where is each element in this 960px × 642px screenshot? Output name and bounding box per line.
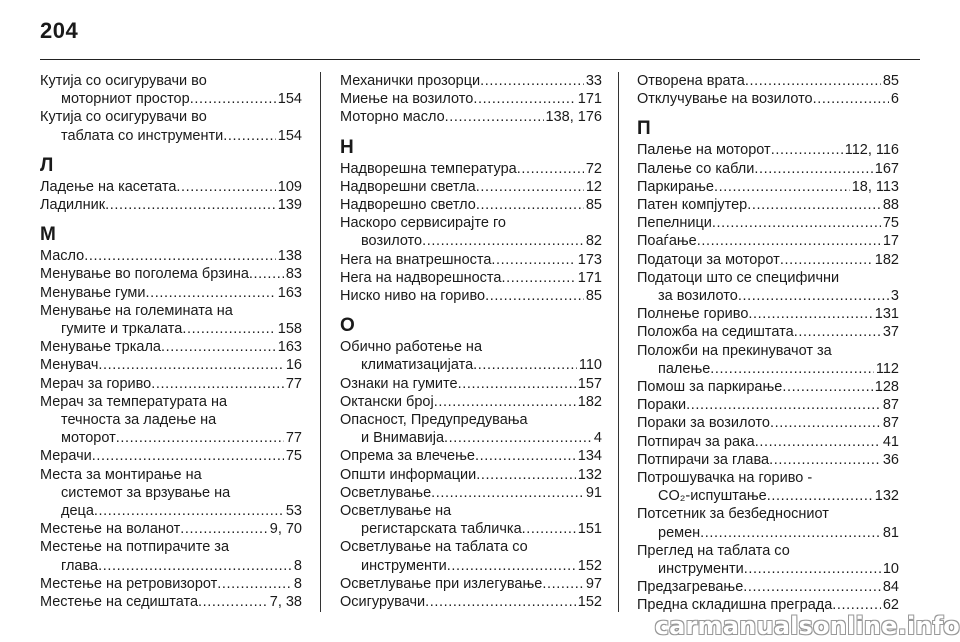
dot-leader	[425, 593, 576, 611]
dot-leader	[473, 90, 575, 108]
index-entry-page: 138	[277, 248, 302, 265]
index-entry	[340, 251, 602, 269]
index-entry-text: Ладење на касетата	[40, 178, 177, 195]
index-entry-page: 87	[882, 415, 899, 432]
index-entry-text: Менување во поголема брзина	[40, 266, 249, 283]
page-number: 204	[40, 18, 79, 43]
dot-leader	[782, 378, 872, 396]
index-entry-page: 8	[293, 575, 302, 592]
index-entry-text: Кутија со осигурувачи во	[40, 73, 207, 89]
index-entry-text: Масло	[40, 248, 85, 265]
index-entry-text: Нега на внатрешноста	[340, 251, 492, 268]
index-entry	[637, 323, 899, 341]
index-entry-text: моторот	[61, 430, 116, 447]
index-entry	[637, 469, 899, 505]
index-entry-text: Мерач за температурата на	[40, 393, 228, 410]
dot-leader	[794, 323, 881, 341]
dot-leader	[485, 287, 584, 305]
index-entry-page: 112, 116	[844, 142, 899, 159]
index-entry-text: Местење на воланот	[40, 521, 181, 538]
index-entry-text: Патен компјутер	[637, 197, 748, 214]
index-entry-text: Обично работење на	[340, 339, 483, 356]
index-entry-page: 16	[285, 357, 302, 374]
index-entry-text: инструменти	[361, 557, 447, 574]
watermark: carmanualsonline.info	[654, 612, 960, 640]
dot-leader	[714, 178, 850, 196]
dot-leader	[710, 360, 874, 378]
index-entry	[340, 447, 602, 465]
index-entry	[40, 520, 302, 538]
index-entry	[40, 302, 302, 338]
dot-leader	[712, 214, 881, 232]
index-entry	[40, 247, 302, 265]
index-entry	[637, 160, 899, 178]
index-entry	[40, 538, 302, 574]
column-divider	[320, 72, 321, 612]
dot-leader	[444, 429, 592, 447]
index-entry	[637, 578, 899, 596]
index-entry-page: 8	[293, 557, 302, 574]
index-entry-text: Мерач за гориво	[40, 375, 152, 392]
index-entry-text: Потсетник за безбедносниот	[637, 506, 829, 523]
index-entry-text: Миење на возилото	[340, 91, 474, 108]
dot-leader	[249, 265, 284, 283]
index-entry-page: 158	[277, 321, 302, 338]
index-entry	[637, 505, 899, 541]
index-entry	[340, 466, 602, 484]
dot-leader	[770, 414, 881, 432]
index-entry-page: 17	[882, 233, 899, 250]
index-entry	[40, 196, 302, 214]
index-entry	[340, 593, 602, 611]
index-entry	[340, 178, 602, 196]
index-entry	[340, 484, 602, 502]
dot-leader	[755, 433, 881, 451]
index-entry-text: Преглед на таблата со	[637, 542, 790, 559]
dot-leader	[94, 502, 284, 520]
dot-leader	[116, 429, 284, 447]
dot-leader	[517, 160, 584, 178]
index-entry-page: 154	[277, 127, 302, 144]
index-entry-page: 167	[874, 160, 899, 177]
dot-leader	[754, 160, 872, 178]
dot-leader	[686, 396, 881, 414]
index-entry-page: 77	[285, 375, 302, 392]
index-entry-text: деца	[61, 503, 94, 520]
index-entry-page: 83	[285, 266, 302, 283]
dot-leader	[480, 72, 584, 90]
index-entry	[340, 411, 602, 447]
index-entry-text: Пепелници	[637, 215, 712, 232]
index-entry-page: 182	[874, 251, 899, 268]
index-entry	[40, 466, 302, 521]
index-entry	[637, 90, 899, 108]
index-entry-page: 154	[277, 91, 302, 108]
index-entry-text: моторниот простор	[61, 91, 190, 108]
index-entry	[637, 178, 899, 196]
index-entry-text: Положба на седиштата	[637, 324, 794, 341]
index-entry-text: Места за монтирање на	[40, 466, 202, 483]
index-entry	[40, 575, 302, 593]
index-entry-text: Отворена врата	[637, 73, 745, 89]
index-entry-text: Податоци што се специфични	[637, 269, 840, 286]
dot-leader	[182, 320, 275, 338]
index-entry-text: Менување гуми	[40, 284, 146, 301]
dot-leader	[748, 305, 872, 323]
index-entry-page: 152	[577, 557, 602, 574]
index-entry-text: Отклучување на возилото	[637, 91, 813, 108]
dot-leader	[771, 141, 843, 159]
dot-leader	[431, 484, 584, 502]
index-entry-page: 171	[577, 269, 602, 286]
index-entry-page: 85	[585, 288, 602, 305]
index-entry-page: 72	[585, 160, 602, 177]
dot-leader	[522, 520, 576, 538]
dot-leader	[744, 560, 881, 578]
index-entry-text: Потрошувачка на гориво -	[637, 470, 813, 487]
dot-leader	[475, 447, 576, 465]
index-entry-text: CO₂-испуштање	[658, 488, 767, 505]
index-entry	[340, 575, 602, 593]
dot-leader	[180, 520, 267, 538]
index-entry-page: 134	[577, 448, 602, 465]
index-entry	[637, 232, 899, 250]
index-letter-heading: М	[40, 224, 56, 246]
index-entry-page: 36	[882, 451, 899, 468]
index-entry-text: Пораки	[637, 397, 687, 414]
index-entry	[637, 269, 899, 305]
index-entry	[340, 160, 602, 178]
index-entry-text: Палење со кабли	[637, 160, 755, 177]
index-entry-page: 85	[585, 197, 602, 214]
index-entry	[40, 356, 302, 374]
index-entry-text: Моторно масло	[340, 109, 445, 126]
dot-leader	[176, 178, 275, 196]
index-entry-text: Предзагревање	[637, 579, 744, 596]
index-entry-page: 9, 70	[269, 521, 302, 538]
index-entry	[340, 90, 602, 108]
index-entry	[40, 284, 302, 302]
index-entry-text: Менување на големината на	[40, 302, 233, 319]
index-entry-page: 75	[882, 215, 899, 232]
index-entry	[340, 538, 602, 574]
index-entry	[40, 393, 302, 448]
index-entry-text: Надворешна температура	[340, 160, 517, 177]
index-entry	[340, 287, 602, 305]
header-rule	[40, 59, 920, 60]
index-entry-text: Механички прозорци	[340, 73, 481, 89]
index-entry-text: Опрема за влечење	[340, 448, 475, 465]
index-entry	[340, 338, 602, 374]
dot-leader	[151, 375, 284, 393]
index-entry-text: возилото	[361, 233, 423, 250]
index-entry-page: 75	[285, 448, 302, 465]
index-letter-heading: Н	[340, 136, 354, 158]
dot-leader	[445, 108, 544, 126]
index-entry	[637, 196, 899, 214]
index-entry-text: глава	[61, 557, 99, 574]
dot-leader	[146, 284, 276, 302]
index-entry-text: инструменти	[658, 561, 744, 578]
dot-leader	[769, 451, 881, 469]
index-entry-text: климатизацијата	[361, 357, 474, 374]
index-entry-text: за возилото	[658, 288, 738, 305]
index-entry-text: Поаѓање	[637, 233, 697, 250]
index-entry	[637, 214, 899, 232]
column-divider	[618, 72, 619, 612]
index-entry-text: Кутија со осигурувачи во	[40, 109, 207, 126]
dot-leader	[217, 575, 292, 593]
index-column-2	[340, 72, 602, 611]
dot-leader	[780, 251, 873, 269]
index-entry-page: 163	[277, 339, 302, 356]
dot-leader	[422, 232, 584, 250]
index-entry-page: 171	[577, 91, 602, 108]
index-entry-text: течноста за ладење на	[61, 412, 217, 429]
dot-leader	[697, 232, 881, 250]
index-entry-page: 138, 176	[545, 109, 602, 126]
index-entry-text: Помош за паркирање	[637, 379, 783, 396]
index-entry-text: Положби на прекинувачот за	[637, 342, 832, 359]
index-entry-text: и Внимавија	[361, 430, 445, 447]
dot-leader	[190, 90, 276, 108]
index-entry-text: Потпирачи за глава	[637, 451, 770, 468]
index-entry-page: 10	[882, 561, 899, 578]
index-entry-page: 152	[577, 594, 602, 611]
index-column-3	[637, 72, 899, 615]
dot-leader	[98, 557, 292, 575]
dot-leader	[813, 90, 889, 108]
index-entry-page: 62	[882, 597, 899, 614]
index-entry	[637, 141, 899, 159]
index-entry-page: 37	[882, 324, 899, 341]
index-entry-page: 97	[585, 575, 602, 592]
dot-leader	[434, 393, 576, 411]
index-entry-text: Опасност, Предупредувања	[340, 412, 528, 429]
index-entry	[637, 251, 899, 269]
dot-leader	[491, 251, 575, 269]
index-entry-page: 84	[882, 579, 899, 596]
dot-leader	[98, 356, 283, 374]
index-entry-text: Осветлување	[340, 484, 432, 501]
index-entry-page: 3	[890, 288, 899, 305]
index-entry-text: Октански број	[340, 393, 434, 410]
index-letter-heading: Л	[40, 154, 54, 176]
index-entry-text: ремен	[658, 524, 701, 541]
index-entry-page: 87	[882, 397, 899, 414]
index-entry	[340, 108, 602, 126]
index-entry	[40, 447, 302, 465]
index-entry-page: 182	[577, 393, 602, 410]
index-entry-text: Осветлување при излегување	[340, 575, 543, 592]
dot-leader	[161, 338, 276, 356]
dot-leader	[745, 72, 881, 90]
index-entry-text: Нега на надворешноста	[340, 269, 502, 286]
index-entry-text: Палење на моторот	[637, 142, 771, 159]
index-entry-text: палење	[658, 360, 711, 377]
dot-leader	[84, 247, 276, 265]
index-entry	[637, 305, 899, 323]
index-entry-text: Општи информации	[340, 466, 477, 483]
dot-leader	[501, 269, 575, 287]
index-entry-text: Потпирач за рака	[637, 433, 755, 450]
index-entry-page: 12	[585, 178, 602, 195]
index-entry-text: Предна складишна преграда	[637, 597, 833, 614]
dot-leader	[738, 287, 889, 305]
index-entry-page: 132	[577, 466, 602, 483]
index-entry-page: 163	[277, 284, 302, 301]
index-entry	[340, 269, 602, 287]
index-entry	[40, 593, 302, 611]
index-column-1	[40, 72, 302, 611]
index-entry-text: Паркирање	[637, 178, 714, 195]
index-entry-text: Местење на ретровизорот	[40, 575, 218, 592]
dot-leader	[542, 575, 584, 593]
index-entry	[340, 72, 602, 90]
index-entry-text: Надворешни светла	[340, 178, 476, 195]
dot-leader	[92, 447, 284, 465]
index-entry	[637, 342, 899, 378]
index-entry	[637, 433, 899, 451]
dot-leader	[476, 178, 584, 196]
index-entry	[340, 393, 602, 411]
index-entry-text: системот за врзување на	[61, 484, 231, 501]
dot-leader	[747, 196, 881, 214]
dot-leader	[458, 375, 576, 393]
index-entry-page: 109	[277, 178, 302, 195]
index-entry-page: 41	[882, 433, 899, 450]
index-entry-page: 53	[285, 503, 302, 520]
index-entry-page: 110	[578, 357, 602, 374]
index-entry-page: 173	[577, 251, 602, 268]
index-entry	[40, 72, 302, 108]
index-entry-text: Ладилник	[40, 197, 106, 214]
index-entry-page: 91	[585, 484, 602, 501]
index-entry-text: таблата со инструменти	[61, 127, 224, 144]
index-entry	[340, 502, 602, 538]
index-entry-page: 88	[882, 197, 899, 214]
index-entry-page: 139	[277, 197, 302, 214]
index-entry	[637, 396, 899, 414]
index-entry-text: Податоци за моторот	[637, 251, 780, 268]
index-entry-page: 77	[285, 430, 302, 447]
dot-leader	[476, 196, 584, 214]
index-entry-page: 128	[874, 379, 899, 396]
index-letter-heading: О	[340, 315, 355, 337]
index-entry-text: Местење на потпирачите за	[40, 539, 230, 556]
index-entry-page: 7, 38	[269, 594, 302, 611]
index-entry-page: 81	[882, 524, 899, 541]
index-entry-page: 82	[585, 233, 602, 250]
dot-leader	[743, 578, 881, 596]
dot-leader	[700, 524, 881, 542]
dot-leader	[767, 487, 873, 505]
index-entry-text: Ниско ниво на гориво	[340, 288, 486, 305]
index-entry-page: 85	[882, 73, 899, 89]
index-entry	[637, 378, 899, 396]
index-entry-text: Мерачи	[40, 448, 92, 465]
index-entry	[40, 338, 302, 356]
index-entry	[40, 178, 302, 196]
index-entry	[40, 108, 302, 144]
index-entry-page: 18, 113	[851, 178, 899, 195]
index-entry-page: 157	[577, 375, 602, 392]
index-entry-text: Местење на седиштата	[40, 594, 199, 611]
index-entry-page: 4	[593, 430, 602, 447]
index-entry-text: Менувач	[40, 357, 99, 374]
index-entry-text: Пораки за возилото	[637, 415, 770, 432]
index-entry	[40, 265, 302, 283]
index-entry	[637, 542, 899, 578]
dot-leader	[223, 127, 276, 145]
dot-leader	[473, 356, 577, 374]
index-entry-text: Полнење гориво	[637, 306, 749, 323]
index-entry	[637, 414, 899, 432]
dot-leader	[105, 196, 276, 214]
index-entry-page: 151	[577, 521, 602, 538]
index-entry	[340, 214, 602, 250]
index-entry	[340, 375, 602, 393]
index-entry-page: 112	[875, 360, 899, 377]
index-entry	[637, 451, 899, 469]
index-entry-text: Ознаки на гумите	[340, 375, 458, 392]
dot-leader	[198, 593, 268, 611]
index-entry	[637, 72, 899, 90]
index-entry-text: регистарската табличка	[361, 521, 522, 538]
index-entry-text: гумите и тркалата	[61, 321, 183, 338]
index-entry-page: 6	[890, 91, 899, 108]
index-entry-text: Осигурувачи	[340, 594, 426, 611]
index-entry-text: Осветлување на	[340, 503, 452, 520]
index-entry-text: Осветлување на таблата со	[340, 539, 528, 556]
index-entry	[340, 196, 602, 214]
index-letter-heading: П	[637, 118, 651, 140]
dot-leader	[447, 557, 576, 575]
index-entry-text: Менување тркала	[40, 339, 161, 356]
index-entry-page: 33	[585, 73, 602, 89]
index-entry-text: Надворешно светло	[340, 197, 476, 214]
index-entry-text: Наскоро сервисирајте го	[340, 215, 506, 232]
index-entry-page: 132	[874, 488, 899, 505]
index-entry-page: 131	[874, 306, 899, 323]
dot-leader	[476, 466, 576, 484]
index-entry	[40, 375, 302, 393]
